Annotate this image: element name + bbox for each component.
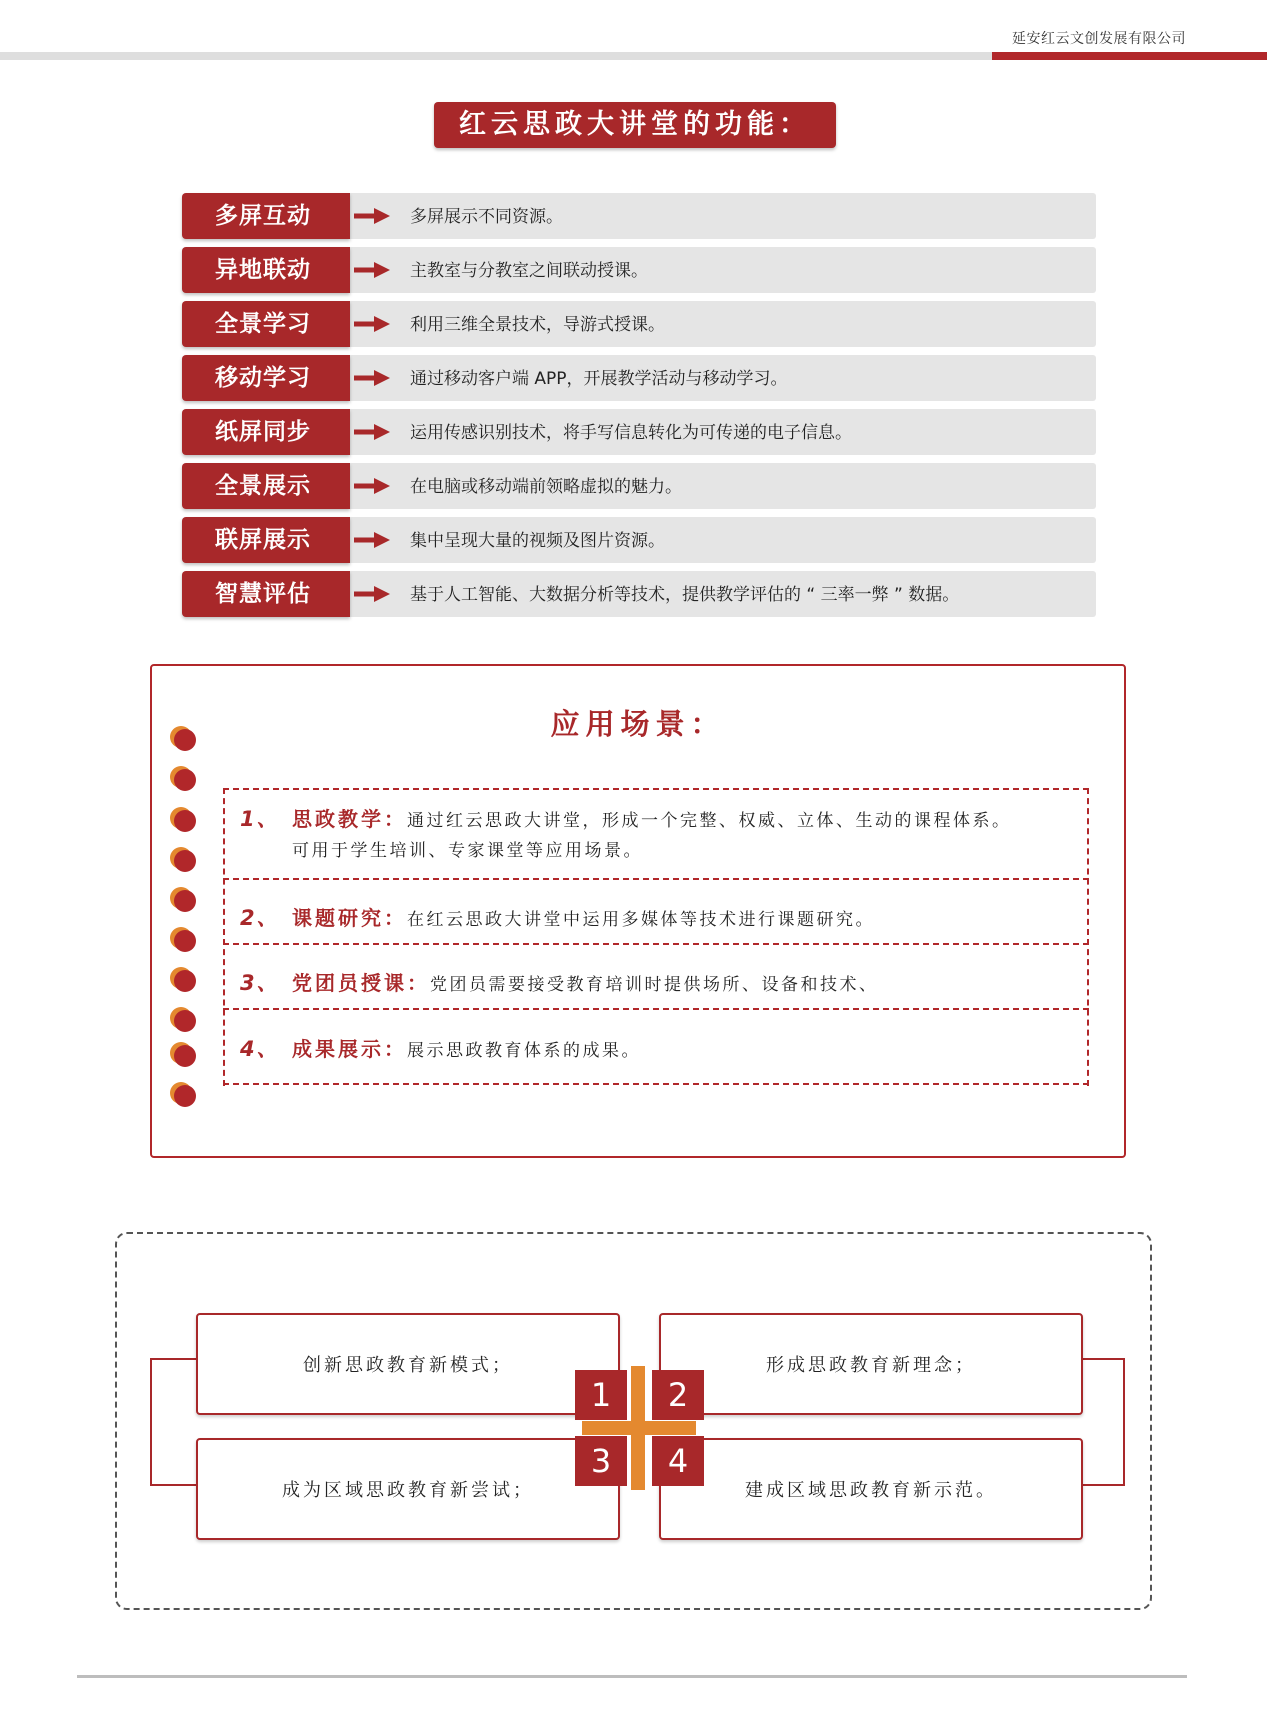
goal-text: 建成区域思政教育新示范。: [745, 1480, 997, 1501]
arrow-right-icon: [354, 261, 390, 279]
scene-item: [240, 803, 1012, 833]
ring-dot-icon: [174, 769, 196, 791]
center-cross-vertical: [631, 1366, 645, 1490]
feature-desc: 通过移动客户端 APP，开展教学活动与移动学习。: [410, 369, 788, 389]
scene-item: [240, 902, 875, 932]
goal-text: 成为区域思政教育新尝试；: [282, 1480, 534, 1501]
feature-label: 纸屏同步: [182, 409, 350, 455]
arrow-right-icon: [354, 369, 390, 387]
dashed-divider: [223, 788, 1089, 790]
goal-number-badge: 4: [652, 1436, 704, 1486]
header-divider: [0, 52, 992, 60]
arrow-right-icon: [354, 207, 390, 225]
feature-desc: 利用三维全景技术，导游式授课。: [410, 315, 665, 335]
scene-heading: 思政教学：: [292, 807, 407, 831]
ring-dot-icon: [174, 890, 196, 912]
ring-dot-icon: [174, 1085, 196, 1107]
scene-heading: 党团员授课：: [292, 971, 430, 995]
arrow-right-icon: [354, 477, 390, 495]
goal-text: 创新思政教育新模式；: [303, 1355, 513, 1376]
goal-card: [196, 1438, 620, 1540]
feature-desc: 主教室与分教室之间联动授课。: [410, 261, 648, 281]
goal-number-badge: 3: [575, 1436, 627, 1486]
ring-dot-icon: [174, 729, 196, 751]
feature-label: 全景展示: [182, 463, 350, 509]
feature-label: 全景学习: [182, 301, 350, 347]
goal-number-badge: 2: [652, 1370, 704, 1420]
scene-text: 在红云思政大讲堂中运用多媒体等技术进行课题研究。: [407, 910, 875, 930]
scene-number: 1、: [240, 807, 280, 831]
feature-desc: 集中呈现大量的视频及图片资源。: [410, 531, 665, 551]
feature-label: 联屏展示: [182, 517, 350, 563]
feature-row: [182, 409, 1096, 455]
feature-desc: 在电脑或移动端前领略虚拟的魅力。: [410, 477, 682, 497]
feature-row: [182, 571, 1096, 617]
goal-text: 形成思政教育新理念；: [766, 1355, 976, 1376]
arrow-right-icon: [354, 531, 390, 549]
goal-card: [196, 1313, 620, 1415]
feature-label: 多屏互动: [182, 193, 350, 239]
footer-divider: [77, 1675, 1187, 1678]
dashed-divider: [223, 878, 1089, 880]
company-name: 延安红云文创发展有限公司: [1012, 31, 1186, 47]
feature-row: [182, 355, 1096, 401]
feature-desc: 多屏展示不同资源。: [410, 207, 563, 227]
ring-dot-icon: [174, 1045, 196, 1067]
right-bracket: [1081, 1358, 1125, 1486]
goal-card: [659, 1313, 1083, 1415]
feature-row: [182, 517, 1096, 563]
scene-item: [240, 967, 879, 997]
scene-text: 党团员需要接受教育培训时提供场所、设备和技术、: [430, 975, 879, 995]
scene-number: 2、: [240, 906, 280, 930]
scene-number: 4、: [240, 1037, 280, 1061]
ring-dot-icon: [174, 930, 196, 952]
feature-row: [182, 301, 1096, 347]
arrow-right-icon: [354, 585, 390, 603]
feature-row: [182, 193, 1096, 239]
ring-dot-icon: [174, 810, 196, 832]
goal-card: [659, 1438, 1083, 1540]
feature-desc: 运用传感识别技术，将手写信息转化为可传递的电子信息。: [410, 423, 852, 443]
scene-text-continued: 可用于学生培训、专家课堂等应用场景。: [292, 841, 643, 861]
page-title: 红云思政大讲堂的功能：: [434, 102, 836, 148]
dashed-divider: [223, 1083, 1089, 1085]
feature-row: [182, 463, 1096, 509]
scene-text: 展示思政教育体系的成果。: [407, 1041, 641, 1061]
scene-item: [240, 1033, 641, 1063]
arrow-right-icon: [354, 315, 390, 333]
ring-dot-icon: [174, 970, 196, 992]
header-divider-accent: [992, 52, 1267, 60]
ring-dot-icon: [174, 1010, 196, 1032]
dashed-divider: [223, 1008, 1089, 1010]
scene-heading: 课题研究：: [292, 906, 407, 930]
feature-label: 智慧评估: [182, 571, 350, 617]
scene-heading: 成果展示：: [292, 1037, 407, 1061]
scene-text: 通过红云思政大讲堂，形成一个完整、权威、立体、生动的课程体系。: [407, 811, 1012, 831]
feature-label: 异地联动: [182, 247, 350, 293]
feature-label: 移动学习: [182, 355, 350, 401]
arrow-right-icon: [354, 423, 390, 441]
dashed-divider: [223, 943, 1089, 945]
feature-row: [182, 247, 1096, 293]
scenes-title: 应用场景：: [550, 707, 726, 741]
ring-dot-icon: [174, 850, 196, 872]
left-bracket: [150, 1358, 196, 1486]
scene-number: 3、: [240, 971, 280, 995]
goal-number-badge: 1: [575, 1370, 627, 1420]
feature-desc: 基于人工智能、大数据分析等技术，提供教学评估的 “ 三率一弊 ” 数据。: [410, 585, 960, 605]
